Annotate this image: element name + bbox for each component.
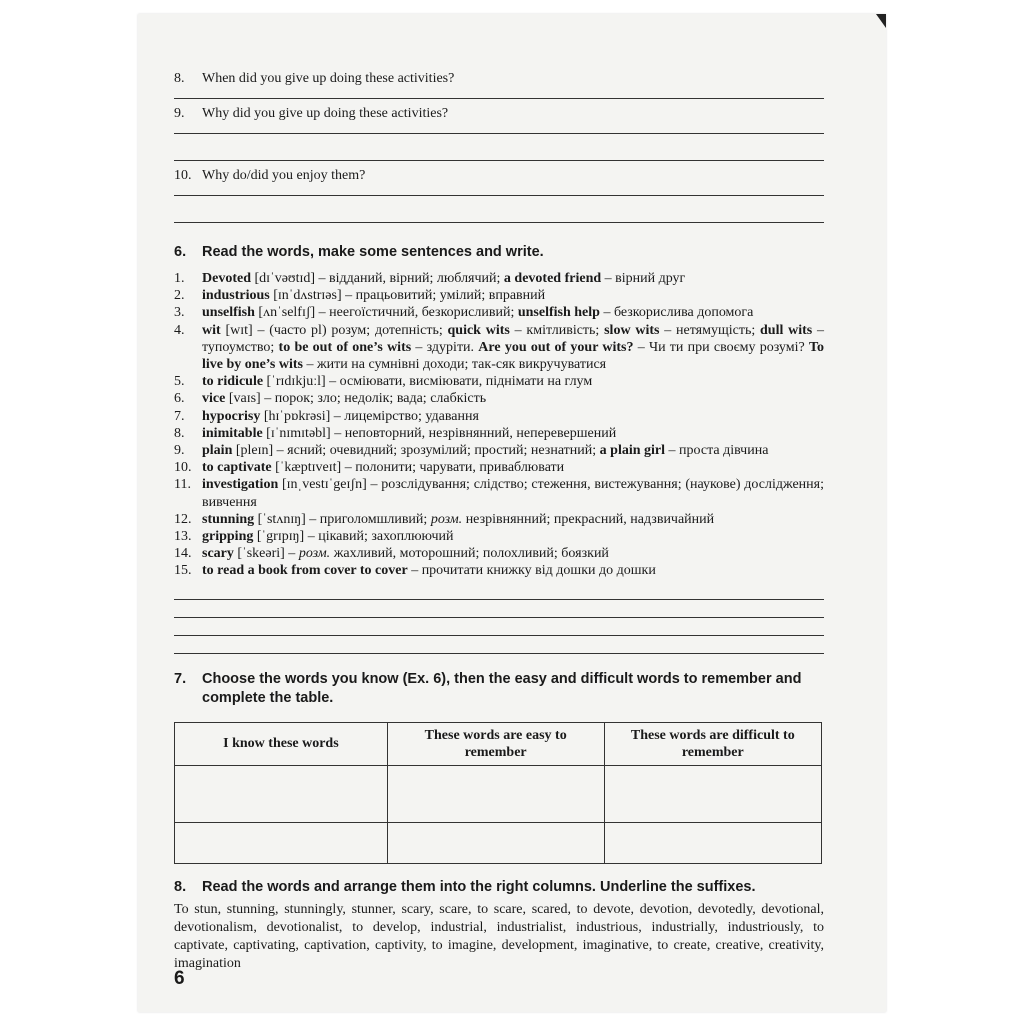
item-text xyxy=(202,270,824,287)
headword: to read a book from cover to cover xyxy=(202,563,408,579)
item-number: 7. xyxy=(174,408,185,424)
headword: Are you out of your wits? xyxy=(478,339,634,355)
vocabulary-item xyxy=(174,511,824,528)
headword: wit xyxy=(202,322,221,338)
item-text xyxy=(202,322,824,374)
question-text: Why do/did you enjoy them? xyxy=(202,168,366,183)
table-cell[interactable] xyxy=(604,765,821,822)
headword: dull wits xyxy=(760,322,813,338)
answer-line xyxy=(174,582,824,600)
writing-lines xyxy=(174,582,824,654)
definition-text: – прочитати книжку від дошки до дошки xyxy=(407,563,656,579)
headword: to be out of one’s wits xyxy=(278,339,412,355)
item-text xyxy=(202,476,824,510)
exercise-8-heading xyxy=(174,878,824,897)
definition-text: [ˈgrɪpɪŋ] – цікавий; захоплюючий xyxy=(253,529,454,545)
headword: to captivate xyxy=(202,460,272,476)
table-header xyxy=(604,722,821,765)
vocabulary-item xyxy=(174,322,824,374)
item-number: 13. xyxy=(174,529,192,545)
item-text xyxy=(202,562,824,579)
item-number: 10. xyxy=(174,460,192,476)
vocabulary-item xyxy=(174,390,824,407)
definition-text: [pleɪn] – ясний; очевидний; зрозумілий; простий; незнатний; xyxy=(232,443,600,459)
headword: stunning xyxy=(202,511,255,527)
definition-text: [ɪnˈdʌstrɪəs] – працьовитий; умілий; вправний xyxy=(269,288,546,304)
headword: hypocrisy xyxy=(202,408,261,424)
exercise-title: Read the words, make some sentences and write. xyxy=(202,244,544,260)
vocabulary-item xyxy=(174,545,824,562)
headword: a plain girl xyxy=(599,443,666,459)
usage-label: розм. xyxy=(430,511,463,527)
item-number: 15. xyxy=(174,563,192,579)
item-text xyxy=(202,442,824,459)
vocabulary-item xyxy=(174,408,824,425)
table-cell[interactable] xyxy=(604,822,821,863)
item-number: 6. xyxy=(174,391,185,407)
definition-text: [vaɪs] – порок; зло; недолік; вада; слабкість xyxy=(225,391,487,407)
vocabulary-item xyxy=(174,442,824,459)
vocabulary-item xyxy=(174,562,824,579)
vocabulary-item xyxy=(174,270,824,287)
answer-line xyxy=(174,618,824,636)
definition-text: [ˈstʌnɪŋ] – приголомшливий; xyxy=(254,511,431,527)
definition-text: – кмітливість; xyxy=(509,322,605,338)
exercise-number: 7. xyxy=(174,670,187,687)
item-text xyxy=(202,408,824,425)
question-line xyxy=(174,161,824,196)
headword: industrious xyxy=(202,288,270,304)
item-number: 1. xyxy=(174,271,185,286)
table-header: I know these words xyxy=(175,722,388,765)
item-text xyxy=(202,528,824,545)
definition-text: – вірний друг xyxy=(601,271,686,286)
definition-text: [wɪt] – (часто pl) розум; дотепність; xyxy=(220,322,448,338)
definition-text: – тупоумство; xyxy=(202,322,825,355)
exercise-number: 6. xyxy=(174,244,187,260)
item-number: 12. xyxy=(174,511,192,527)
question-line xyxy=(174,99,824,134)
item-text xyxy=(202,390,824,407)
vocabulary-item xyxy=(174,476,824,510)
item-number: 9. xyxy=(174,443,185,459)
headword: unselfish help xyxy=(517,305,600,321)
definition-text: [ˈrɪdɪkjuːl] – осміювати, висміювати, піднімати на глум xyxy=(263,374,593,390)
vocabulary-list xyxy=(174,270,824,580)
headword: unselfish xyxy=(202,305,255,321)
item-number: 5. xyxy=(174,374,185,390)
item-text xyxy=(202,373,824,390)
item-text xyxy=(202,287,824,304)
definition-text: – нетямущість; xyxy=(659,322,760,338)
page-number: 6 xyxy=(174,968,185,989)
question-text: When did you give up doing these activities? xyxy=(202,71,455,86)
definition-text: [ˈskeəri] – xyxy=(233,546,299,562)
table-header-text: These words are difficult to remember xyxy=(630,727,795,760)
definition-text: жахливий, моторошний; полохливий; боязкий xyxy=(330,546,609,562)
item-text xyxy=(202,511,824,528)
answer-line xyxy=(174,636,824,654)
table-header xyxy=(387,722,604,765)
headword: a devoted friend xyxy=(503,271,602,286)
table-cell[interactable] xyxy=(175,765,388,822)
headword: plain xyxy=(202,443,233,459)
answer-line xyxy=(174,600,824,618)
answer-line xyxy=(174,134,824,161)
headword: investigation xyxy=(202,477,279,493)
question-number: 9. xyxy=(174,106,185,121)
item-text xyxy=(202,304,824,321)
definition-text: – здуріти. xyxy=(411,339,479,355)
headword: quick wits xyxy=(447,322,510,338)
item-number: 14. xyxy=(174,546,192,562)
item-number: 11. xyxy=(174,477,191,493)
item-number: 2. xyxy=(174,288,185,304)
definition-text: – жити на сумнівні доходи; так-сяк викручуватися xyxy=(302,357,607,373)
headword: slow wits xyxy=(604,322,660,338)
item-number: 3. xyxy=(174,305,185,321)
words-table xyxy=(174,722,822,864)
vocabulary-item xyxy=(174,528,824,545)
table-header-text: These words are easy to remember xyxy=(424,727,567,760)
item-number: 8. xyxy=(174,425,185,441)
vocabulary-item xyxy=(174,304,824,321)
questions-list xyxy=(174,64,824,223)
table-cell[interactable] xyxy=(175,822,388,863)
definition-text: – Чи ти при своєму розумі? xyxy=(633,339,809,355)
question-number: 8. xyxy=(174,71,185,86)
definition-text: [ʌnˈselfɪʃ] – неегоїстичний, безкорисливий; xyxy=(254,305,518,321)
usage-label: розм. xyxy=(298,546,331,562)
definition-text: незрівнянний; прекрасний, надзвичайний xyxy=(462,511,715,527)
page-corner xyxy=(876,14,886,28)
definition-text: [ɪˈnɪmɪtəbl] – неповторний, незрівнянний, неперевершений xyxy=(262,425,617,441)
exercise-6-heading xyxy=(174,243,824,262)
headword: vice xyxy=(202,391,226,407)
headword: to ridicule xyxy=(202,374,264,390)
vocabulary-item xyxy=(174,373,824,390)
headword: inimitable xyxy=(202,425,263,441)
exercise-number: 8. xyxy=(174,878,187,895)
definition-text: – безкорислива допомога xyxy=(599,305,754,321)
table-cell[interactable] xyxy=(387,765,604,822)
vocabulary-item xyxy=(174,459,824,476)
item-text xyxy=(202,545,824,562)
vocabulary-item xyxy=(174,425,824,442)
headword: Devoted xyxy=(202,271,251,286)
vocabulary-item xyxy=(174,287,824,304)
headword: gripping xyxy=(202,529,254,545)
definition-text: [ˈkæptɪveɪt] – полонити; чарувати, приваблювати xyxy=(271,460,565,476)
question-number: 10. xyxy=(174,168,192,183)
workbook-page xyxy=(138,14,886,1012)
definition-text: [hɪˈpɒkrəsi] – лицемірство; удавання xyxy=(260,408,479,424)
word-list-text: To stun, stunning, stunningly, stunner, scary, scare, to scare, scared, to devote, devotion, devotedly, devotional, devotionalism, devotionalist, to develop, industrial, industrialist, industrious, industrially, industriously, to captivate, captivating, captivation, captivity, to imagine, development, imaginative, to create, creative, creativity, imagination xyxy=(174,901,824,971)
headword: scary xyxy=(202,546,234,562)
item-text xyxy=(202,425,824,442)
question-text: Why did you give up doing these activities? xyxy=(202,106,449,121)
page-content xyxy=(174,64,824,973)
answer-line xyxy=(174,196,824,223)
table-cell[interactable] xyxy=(387,822,604,863)
item-text xyxy=(202,459,824,476)
definition-text: – проста дівчина xyxy=(665,443,769,459)
exercise-7-heading xyxy=(174,670,824,708)
definition-text: [ɪnˌvestɪˈgeɪʃn] – розслідування; слідство; стеження, вистежування; (наукове) дослідження; вивчення xyxy=(202,477,824,510)
exercise-title: Read the words and arrange them into the right columns. Underline the suffixes. xyxy=(202,878,756,895)
exercise-title: Choose the words you know (Ex. 6), then the easy and difficult words to remember and complete the table. xyxy=(202,670,802,706)
headword: To live by one’s wits xyxy=(202,339,825,373)
item-number: 4. xyxy=(174,322,185,338)
question-line xyxy=(174,64,824,99)
definition-text: [dɪˈvəʊtɪd] – відданий, вірний; люблячий; xyxy=(251,271,504,286)
